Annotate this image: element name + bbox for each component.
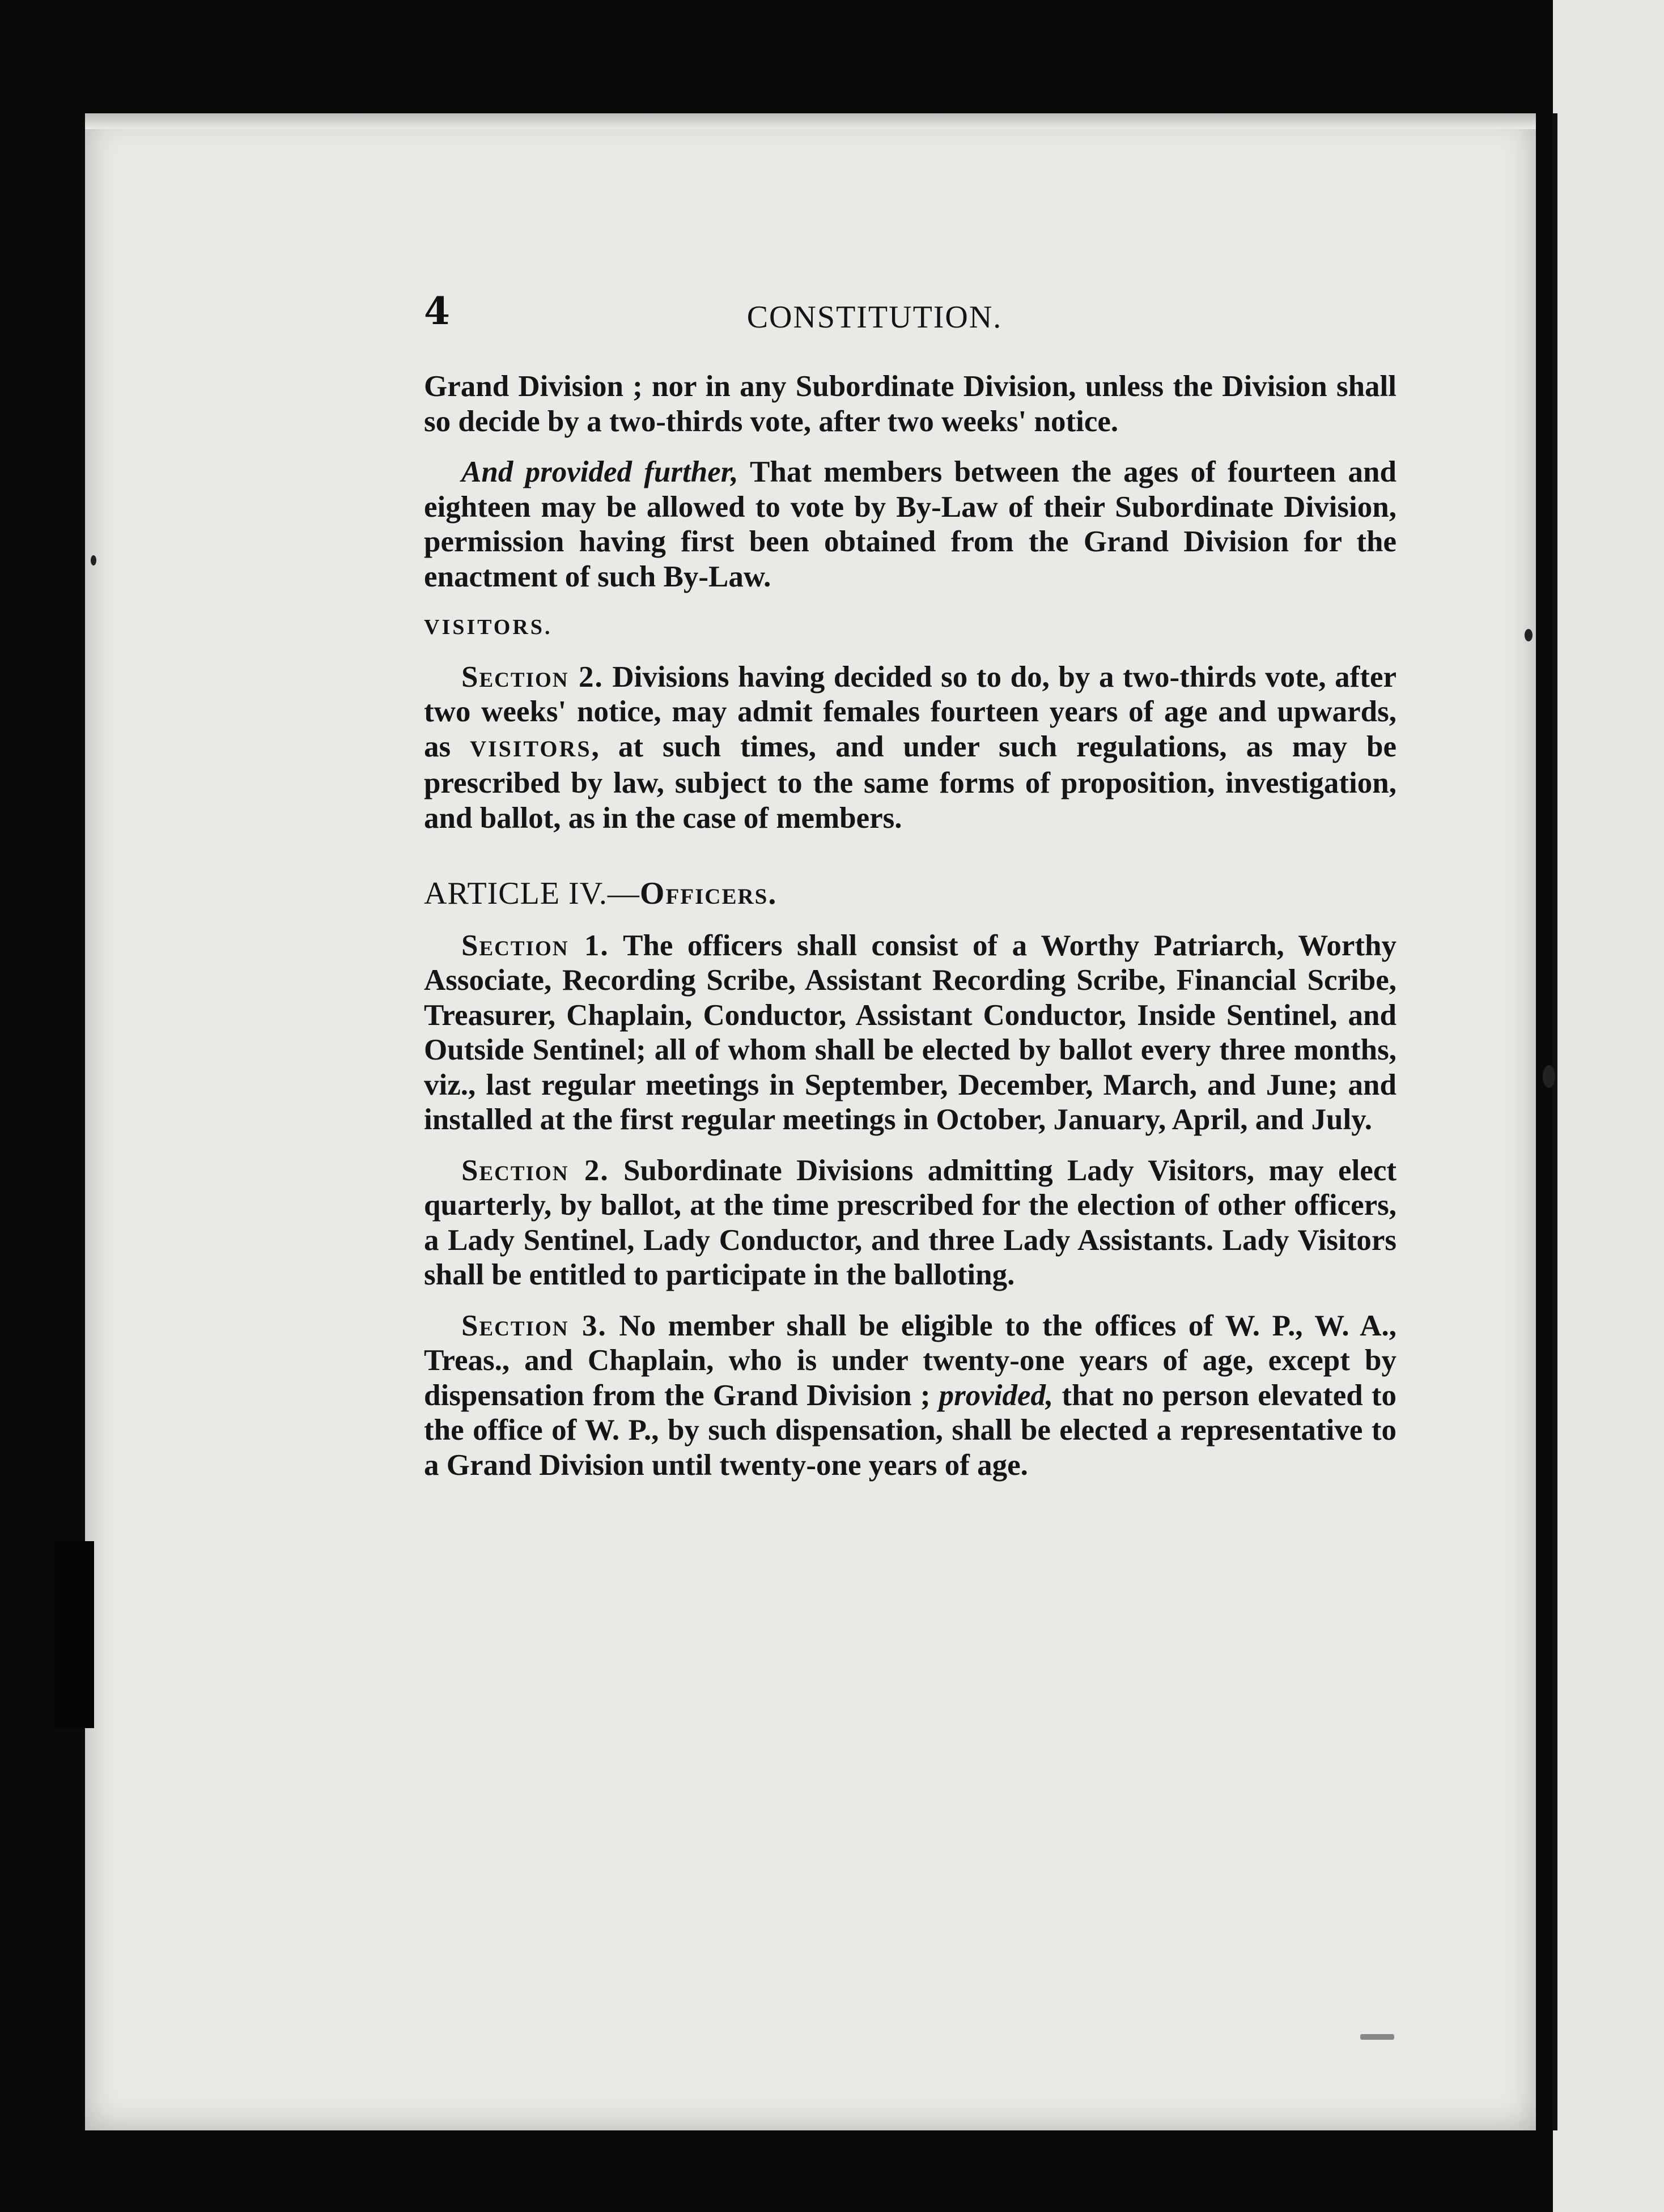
- binding-mark: [54, 1541, 94, 1728]
- visitors-section-2: [424, 660, 1396, 836]
- article-heading-subject: Officers.: [639, 876, 778, 911]
- proviso-italic: And provided further,: [461, 456, 738, 488]
- visitors-heading: VISITORS.: [424, 615, 553, 639]
- page-top-edge-shadow: [85, 113, 1536, 129]
- section-text: The officers shall consist of a Worthy Patriarch, Worthy Associate, Recording Scribe, Assistant Recording Scribe, Financial Scribe, Treasurer, Chaplain, Conductor, Assistant Conductor, Inside Sentinel, and Outside Sentinel; all of whom shall be elected by ballot every three months, viz., last regular meetings in September, December, March, and June; and installed at the first regular meetings in October, January, April, and July.: [424, 929, 1396, 1136]
- page-gutter-line: [1552, 113, 1557, 2130]
- section-label: Section 3.: [461, 1309, 607, 1342]
- section-text: Subordinate Divisions admitting Lady Visitors, may elect quarterly, by ballot, at the time prescribed for the election of other officers, a Lady Sentinel, Lady Conductor, and three Lady Assistants. Lady Visitors shall be entitled to participate in the balloting.: [424, 1154, 1397, 1291]
- article-iv-section-2: [424, 1154, 1396, 1293]
- scan-dark-border: [1321, 0, 1553, 113]
- section-text: Divisions having decided so to do, by a two-thirds vote, after two weeks' notice, may admit females fourteen years of age and upwards, as: [424, 660, 1396, 763]
- section-label: Section 2.: [461, 1154, 609, 1187]
- visitors-word: VISITORS: [470, 735, 592, 762]
- ink-speck: [1543, 1065, 1555, 1088]
- article-iv-section-1: [424, 929, 1396, 1138]
- paragraph-proviso: [424, 455, 1396, 594]
- proviso-text: That members between the ages of fourteen and eighteen may be allowed to vote by By-Law of their Subordinate Division, permission having first been obtained from the Grand Division for the enactment of such By-Law.: [424, 456, 1396, 593]
- article-iv-section-3: [424, 1309, 1396, 1483]
- body-text: [424, 369, 1396, 1499]
- ink-speck: [1525, 629, 1533, 641]
- section-text: , at such times, and under such regulations, as may be prescribed by law, subject to the same forms of proposition, investigation, and ballot, as in the case of members.: [424, 730, 1396, 835]
- page-number: 4: [424, 289, 450, 333]
- ink-speck: [91, 555, 96, 565]
- section-label: Section 2.: [461, 660, 604, 694]
- section-text: that no person elevated to the office of W. P., by such dispensation, shall be elected a representative to a Grand Division until twenty-one years of age.: [424, 1379, 1396, 1482]
- provided-italic: provided,: [939, 1379, 1054, 1412]
- running-head: CONSTITUTION.: [746, 300, 1003, 335]
- paragraph-continuation: Grand Division ; nor in any Subordinate Division, unless the Division shall so decide by a two-thirds vote, after two weeks' notice.: [424, 370, 1396, 438]
- article-heading: [424, 877, 1396, 912]
- section-label: Section 1.: [461, 929, 609, 962]
- section-text: No member shall be eligible to the offices of W. P., W. A., Treas., and Chaplain, who is under twenty-one years of age, except by dispensation from the Grand Division ;: [424, 1309, 1397, 1412]
- ink-smudge: [1360, 2034, 1394, 2040]
- article-heading-main: ARTICLE IV.—: [424, 876, 640, 911]
